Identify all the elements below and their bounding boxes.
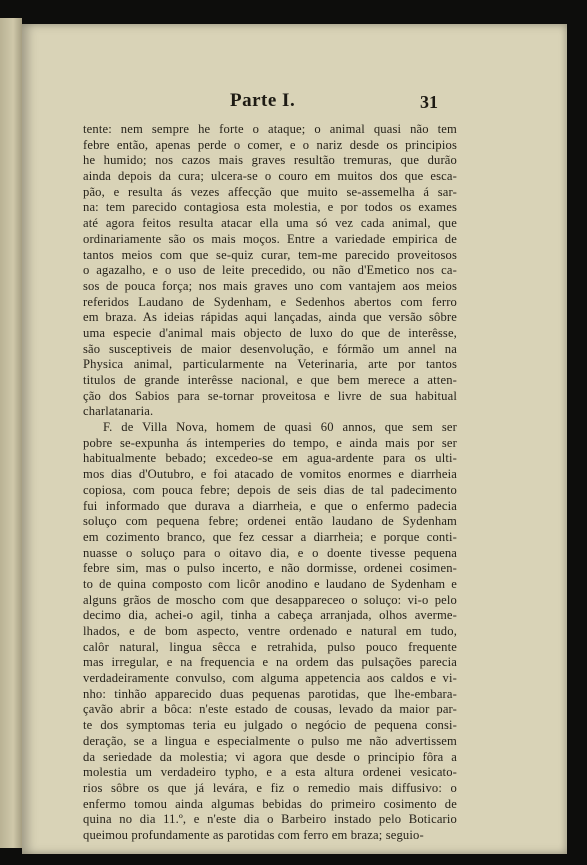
text-line: na: tem parecido contagiosa esta molestia, e por todos os exames xyxy=(83,200,457,215)
text-line: tente: nem sempre he forte o ataque; o animal quasi não tem xyxy=(83,122,457,136)
text-line: enfermo tomou ainda algumas bebidas do primeiro cosimento de xyxy=(83,796,457,811)
book-page xyxy=(22,24,567,854)
text-line: Physica animal, particularmente na Veterinaria, arte por tantos xyxy=(83,357,457,372)
text-line: uma especie d'animal mais objecto de luxo do que de interêsse, xyxy=(83,325,457,340)
paragraph xyxy=(83,122,457,420)
text-line: deração, se a lingua e especialmente o pulso me não advertissem xyxy=(83,733,457,748)
text-line: rios sôbre os que já levára, e fiz o remedio mais diffusivo: o xyxy=(83,780,457,795)
facing-page-edge xyxy=(0,18,22,848)
body-text xyxy=(83,122,457,844)
text-line: em braza. As ideias rápidas aqui lançadas, ainda que versão sôbre xyxy=(83,310,457,325)
text-line: febre então, apenas perde o comer, e o nariz desde os principios xyxy=(83,137,457,152)
text-line: referidos Laudano de Sydenham, e Sedenhos abertos com ferro xyxy=(83,294,457,309)
text-line: o agazalho, e o uso de leite precedido, ou não d'Emetico nos ca- xyxy=(83,263,457,278)
text-line: te dos symptomas teria eu julgado o negócio de pequena consi- xyxy=(83,718,457,733)
text-line: em cozimento branco, que fez cessar a diarrheia; e porque conti- xyxy=(83,529,457,544)
text-line: febre sim, mas o pulso incerto, e não dormisse, ordenei cosimen- xyxy=(83,561,457,576)
text-line: nho: tinhão apparecido duas pequenas parotidas, que lhe-embara- xyxy=(83,686,457,701)
text-line: calôr natural, lingua sêcca e retrahida, pulso pouco frequente xyxy=(83,639,457,654)
text-line: verdadeiramente convulso, com alguma appetencia aos caldos e vi- xyxy=(83,671,457,686)
text-line: tantos meios com que se-quiz curar, tem-me parecido proveitosos xyxy=(83,247,457,262)
page-header xyxy=(22,90,567,120)
text-line: ainda depois da cura; ulcera-se o couro em muitos dos que esca- xyxy=(83,169,457,184)
text-line: ordinariamente são os mais moços. Entre a variedade empirica de xyxy=(83,231,457,246)
text-line: até agora feitos resulta atacar ella uma só vez cada animal, que xyxy=(83,216,457,231)
running-head: Parte I. xyxy=(230,90,296,111)
text-line: titulos de grande interêsse nacional, e que bem merece a atten- xyxy=(83,373,457,387)
text-line: sos de pouca força; nos mais graves uno com vantajem aos meios xyxy=(83,278,457,293)
text-line: queimou profundamente as parotidas com ferro em braza; seguio- xyxy=(83,827,424,842)
text-line: nuasse o soluço para o oitavo dia, e o doente tivesse pequena xyxy=(83,545,457,560)
text-line: alguns grãos de moscho com que desappareceo o soluço: vi-o pelo xyxy=(83,592,457,607)
text-line: habitualmente bebado; excedeo-se em agua-ardente para os ulti- xyxy=(83,451,457,466)
text-line: copiosa, com pouca febre; depois de seis dias de tal padecimento xyxy=(83,482,457,497)
text-line: decimo dia, achei-o agil, tinha a cabeça arranjada, olhos averme- xyxy=(83,608,457,623)
text-line: da seriedade da molestia; vi agora que desde o principio fôra a xyxy=(83,749,457,764)
text-line: pobre se-expunha ás intemperies do tempo, e ainda mais por ser xyxy=(83,435,457,450)
text-line: he humido; nos cazos mais graves resultão tremuras, que durão xyxy=(83,153,457,168)
text-line: fui informado que durava a diarrheia, e que o enfermo padecia xyxy=(83,498,457,513)
text-line: mas irregular, e na frequencia e na ordem das pulsações parecia xyxy=(83,655,457,670)
text-line: lhados, e de bom aspecto, ventre ordenado e natural em tudo, xyxy=(83,624,457,638)
paragraph xyxy=(83,420,457,844)
text-line: F. de Villa Nova, homem de quasi 60 annos, que sem ser xyxy=(103,420,457,435)
text-line: quina no dia 11.º, e n'este dia o Barbeiro instado pelo Boticario xyxy=(83,812,457,827)
text-line: to de quina composto com licôr anodino e laudano de Sydenham e xyxy=(83,576,457,591)
page-number: 31 xyxy=(420,92,438,112)
text-line: pão, e resulta ás vezes affecção que muito se-assemelha á sar- xyxy=(83,184,457,199)
text-line: soluço com pequena febre; ordenei então laudano de Sydenham xyxy=(83,514,457,529)
text-line: charlatanaria. xyxy=(83,404,154,419)
text-line: molestia um verdadeiro typho, e a esta altura ordenei vesicato- xyxy=(83,765,457,780)
text-line: são susceptiveis de maior desenvolução, e fórmão um annel na xyxy=(83,341,457,356)
text-line: ção dos Sabios para se-tornar proveitosa e livre de sua habitual xyxy=(83,388,457,403)
text-line: çavão abrir a bôca: n'este estado de cousas, levado da maior par- xyxy=(83,702,457,717)
text-line: mos dias d'Outubro, e foi atacado de vomitos enormes e diarrheia xyxy=(83,467,457,482)
